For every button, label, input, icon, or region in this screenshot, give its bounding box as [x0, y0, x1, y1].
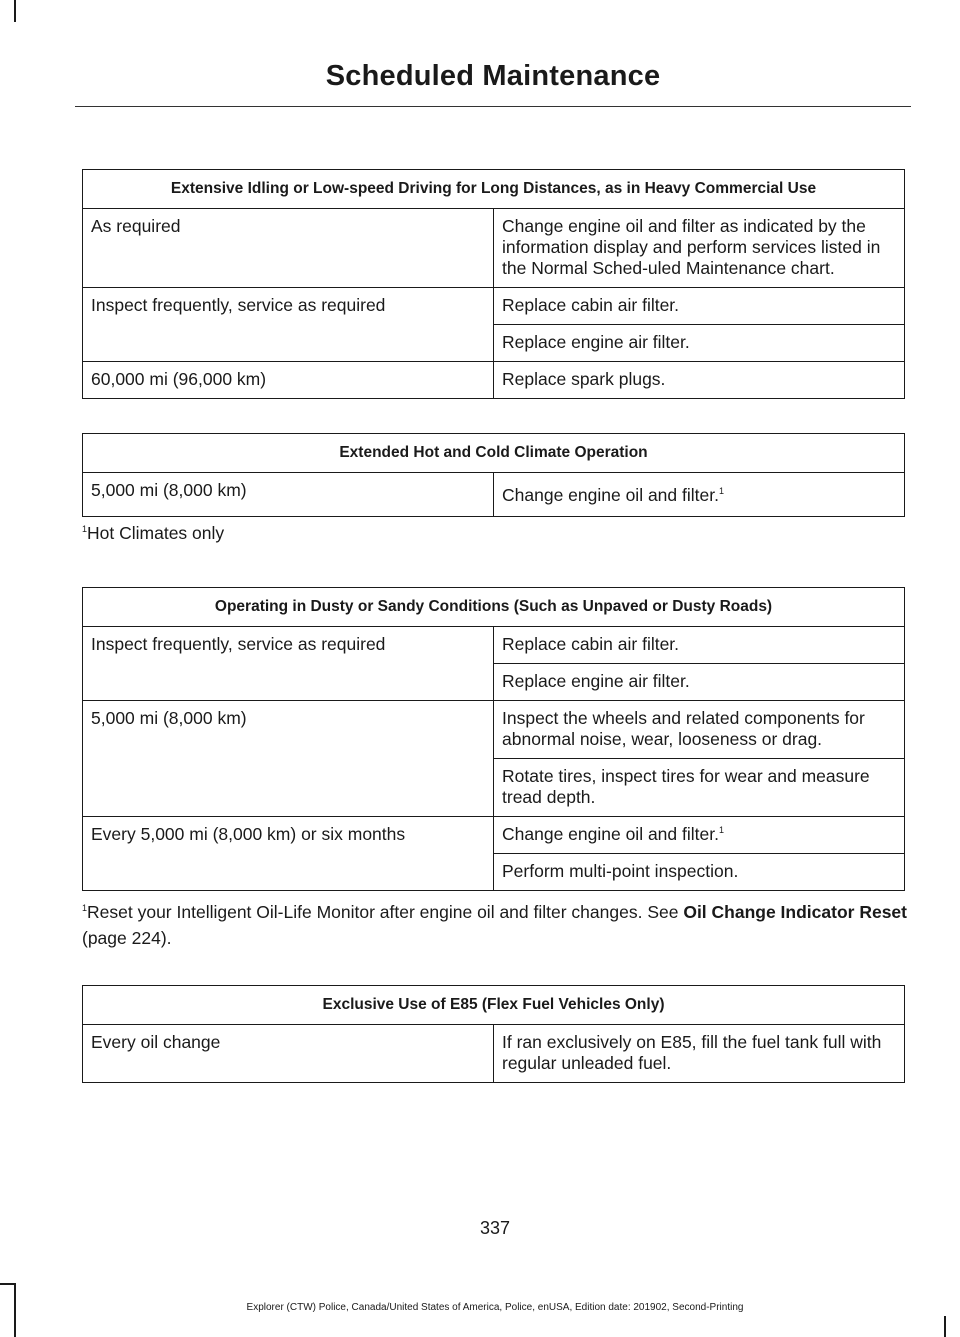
interval-cell: 60,000 mi (96,000 km) — [83, 362, 494, 399]
interval-cell: As required — [83, 209, 494, 288]
action-cell: Rotate tires, inspect tires for wear and measure tread depth. — [494, 759, 905, 817]
action-cell: Replace cabin air filter. — [494, 288, 905, 325]
interval-cell: Every oil change — [83, 1025, 494, 1083]
interval-cell: 5,000 mi (8,000 km) — [83, 701, 494, 817]
table-row — [83, 1025, 905, 1083]
action-cell — [494, 817, 905, 854]
footnote-text: Reset your Intelligent Oil-Life Monitor after engine oil and filter changes. See — [87, 902, 684, 922]
action-cell: Replace engine air filter. — [494, 664, 905, 701]
table-row — [83, 362, 905, 399]
footnote-hot-climates — [82, 520, 912, 546]
action-cell: If ran exclusively on E85, fill the fuel tank full with regular unleaded fuel. — [494, 1025, 905, 1083]
interval-cell: 5,000 mi (8,000 km) — [83, 473, 494, 517]
action-cell: Perform multi-point inspection. — [494, 854, 905, 891]
table-row — [83, 817, 905, 854]
interval-cell: Every 5,000 mi (8,000 km) or six months — [83, 817, 494, 891]
climate-maintenance-table — [82, 433, 905, 517]
crop-mark-top-left — [14, 0, 16, 22]
crop-mark-bottom-left-h — [0, 1283, 16, 1285]
page-reference: (page 224). — [82, 928, 172, 948]
footnote-oil-life-reset — [82, 899, 912, 951]
table-title: Extended Hot and Cold Climate Operation — [83, 434, 905, 473]
footnote-marker: 1 — [718, 486, 724, 497]
page-title: Scheduled Maintenance — [325, 60, 661, 92]
table-title: Operating in Dusty or Sandy Conditions (Such as Unpaved or Dusty Roads) — [83, 588, 905, 627]
action-cell: Change engine oil and filter as indicated by the information display and perform services listed in the Normal Sched-uled Maintenance chart. — [494, 209, 905, 288]
footnote-text: Hot Climates only — [87, 523, 225, 543]
page-number: 337 — [479, 1218, 511, 1238]
action-cell: Replace cabin air filter. — [494, 627, 905, 664]
cross-reference-link[interactable]: Oil Change Indicator Reset — [683, 902, 907, 922]
action-cell: Replace spark plugs. — [494, 362, 905, 399]
footnote-marker: 1 — [82, 524, 88, 535]
table-row — [83, 627, 905, 664]
action-cell: Replace engine air filter. — [494, 325, 905, 362]
footnote-marker: 1 — [82, 903, 88, 914]
table-row — [83, 473, 905, 517]
table-row — [83, 288, 905, 325]
dusty-maintenance-table — [82, 587, 905, 891]
idling-maintenance-table — [82, 169, 905, 399]
action-text: Change engine oil and filter. — [502, 824, 719, 844]
title-divider — [75, 106, 911, 107]
crop-mark-bottom-right — [944, 1316, 946, 1337]
table-title: Exclusive Use of E85 (Flex Fuel Vehicles Only) — [83, 986, 905, 1025]
footer-edition: Explorer (CTW) Police, Canada/United States of America, Police, enUSA, Edition date: 201902, Second-Printing — [246, 1302, 744, 1313]
action-cell — [494, 473, 905, 517]
table-title: Extensive Idling or Low-speed Driving for Long Distances, as in Heavy Commercial Use — [83, 170, 905, 209]
table-row — [83, 701, 905, 759]
action-cell: Inspect the wheels and related components for abnormal noise, wear, looseness or drag. — [494, 701, 905, 759]
action-text: Change engine oil and filter. — [502, 485, 719, 505]
e85-maintenance-table — [82, 985, 905, 1083]
footnote-marker: 1 — [718, 825, 724, 836]
interval-cell: Inspect frequently, service as required — [83, 627, 494, 701]
table-row — [83, 209, 905, 288]
interval-cell: Inspect frequently, service as required — [83, 288, 494, 362]
